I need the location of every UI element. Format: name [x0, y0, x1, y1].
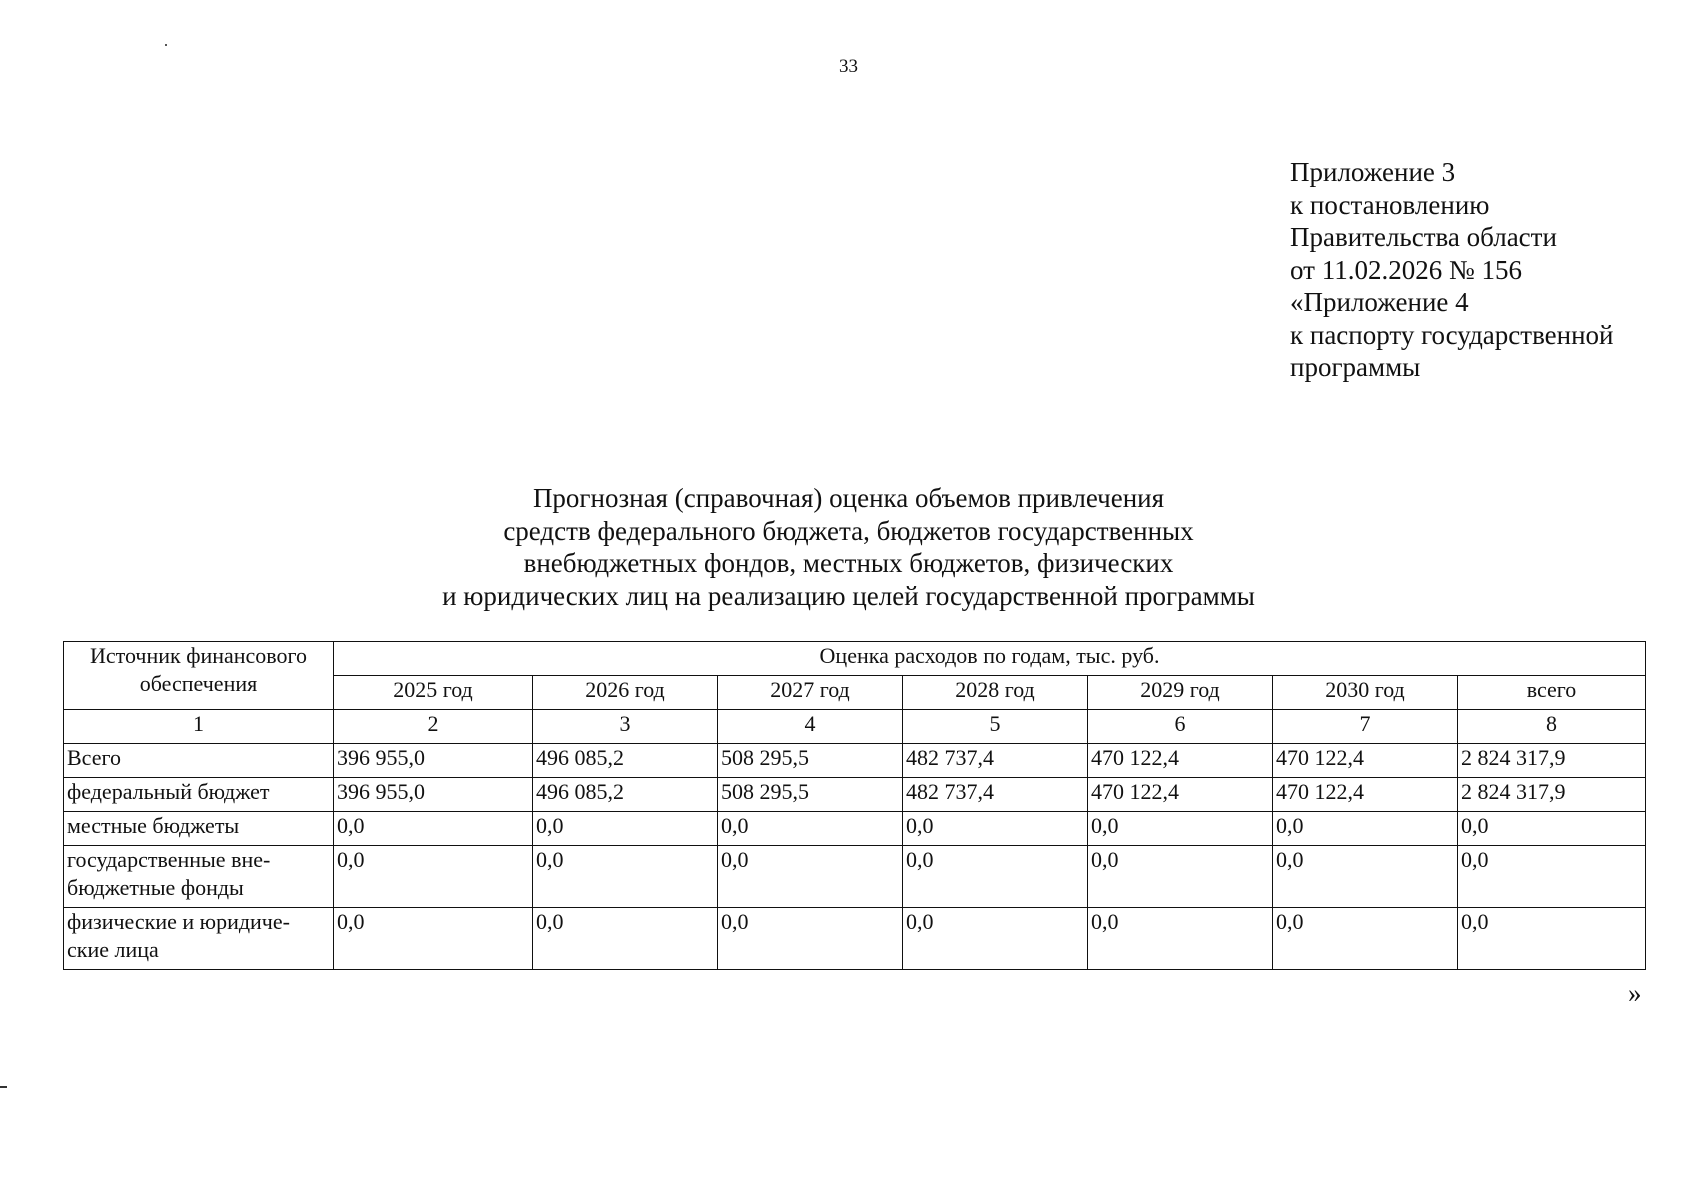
scan-speck	[165, 44, 167, 46]
title-line: и юридических лиц на реализацию целей государственной программы	[442, 580, 1255, 611]
source-line: физические и юридиче-	[67, 909, 290, 934]
value-cell: 0,0	[903, 908, 1088, 970]
value-cell: 0,0	[533, 908, 718, 970]
table-row	[64, 812, 1646, 846]
value-cell: 508 295,5	[718, 744, 903, 778]
scan-mark	[0, 1086, 7, 1088]
year-header: 2027 год	[718, 676, 903, 710]
value-cell: 2 824 317,9	[1458, 778, 1646, 812]
document-title	[0, 482, 1697, 612]
column-number: 3	[533, 710, 718, 744]
year-header: 2026 год	[533, 676, 718, 710]
value-cell: 470 122,4	[1273, 778, 1458, 812]
value-cell: 0,0	[1273, 812, 1458, 846]
value-cell: 396 955,0	[334, 778, 533, 812]
value-cell: 496 085,2	[533, 778, 718, 812]
financing-table	[63, 641, 1646, 970]
annex-line: «Приложение 4	[1290, 287, 1469, 317]
table-row	[64, 846, 1646, 908]
annex-block	[1290, 156, 1614, 384]
column-number: 1	[64, 710, 334, 744]
source-line: ские лица	[67, 937, 159, 962]
source-cell: федеральный бюджет	[64, 778, 334, 812]
column-number: 8	[1458, 710, 1646, 744]
value-cell: 470 122,4	[1088, 778, 1273, 812]
annex-line: программы	[1290, 352, 1421, 382]
value-cell: 0,0	[1458, 908, 1646, 970]
value-cell: 0,0	[1088, 908, 1273, 970]
year-header: 2029 год	[1088, 676, 1273, 710]
table-row	[64, 908, 1646, 970]
header-row	[64, 642, 1646, 676]
value-cell: 0,0	[903, 812, 1088, 846]
source-cell: Всего	[64, 744, 334, 778]
value-cell: 0,0	[1458, 846, 1646, 908]
year-header: 2030 год	[1273, 676, 1458, 710]
value-cell: 0,0	[718, 812, 903, 846]
value-cell: 2 824 317,9	[1458, 744, 1646, 778]
column-number: 6	[1088, 710, 1273, 744]
value-cell: 0,0	[1088, 812, 1273, 846]
value-cell: 0,0	[1273, 908, 1458, 970]
annex-line: Правительства области	[1290, 222, 1557, 252]
value-cell: 0,0	[903, 846, 1088, 908]
table-row	[64, 744, 1646, 778]
closing-quote: »	[1628, 978, 1642, 1008]
title-line: Прогнозная (справочная) оценка объемов привлечения	[532, 483, 1165, 513]
table-row	[64, 778, 1646, 812]
value-cell: 470 122,4	[1273, 744, 1458, 778]
value-cell: 0,0	[334, 908, 533, 970]
annex-line: к паспорту государственной	[1290, 319, 1614, 350]
year-header: 2028 год	[903, 676, 1088, 710]
page-number: 33	[839, 56, 858, 77]
value-cell: 396 955,0	[334, 744, 533, 778]
source-header: Источник финансового обеспечения	[64, 642, 334, 710]
column-number-row	[64, 710, 1646, 744]
value-cell: 0,0	[1088, 846, 1273, 908]
value-cell: 482 737,4	[903, 744, 1088, 778]
value-cell: 470 122,4	[1088, 744, 1273, 778]
column-number: 5	[903, 710, 1088, 744]
annex-line: к постановлению	[1290, 189, 1490, 220]
column-number: 7	[1273, 710, 1458, 744]
source-cell	[64, 846, 334, 908]
source-cell	[64, 908, 334, 970]
annex-line: Приложение 3	[1290, 157, 1456, 187]
value-cell: 482 737,4	[903, 778, 1088, 812]
value-cell: 0,0	[718, 846, 903, 908]
source-line: государственные вне-	[67, 847, 271, 872]
source-line: бюджетные фонды	[67, 875, 244, 900]
value-cell: 0,0	[1458, 812, 1646, 846]
source-cell: местные бюджеты	[64, 812, 334, 846]
total-header: всего	[1458, 676, 1646, 710]
annex-line: от 11.02.2026 № 156	[1290, 254, 1522, 285]
column-number: 2	[334, 710, 533, 744]
value-cell: 0,0	[1273, 846, 1458, 908]
estimate-header: Оценка расходов по годам, тыс. руб.	[334, 642, 1646, 676]
column-number: 4	[718, 710, 903, 744]
title-line: внебюджетных фондов, местных бюджетов, физических	[523, 548, 1174, 578]
year-header: 2025 год	[334, 676, 533, 710]
title-line: средств федерального бюджета, бюджетов государственных	[503, 515, 1194, 546]
value-cell: 0,0	[334, 812, 533, 846]
value-cell: 0,0	[533, 846, 718, 908]
value-cell: 496 085,2	[533, 744, 718, 778]
value-cell: 508 295,5	[718, 778, 903, 812]
value-cell: 0,0	[334, 846, 533, 908]
value-cell: 0,0	[718, 908, 903, 970]
value-cell: 0,0	[533, 812, 718, 846]
